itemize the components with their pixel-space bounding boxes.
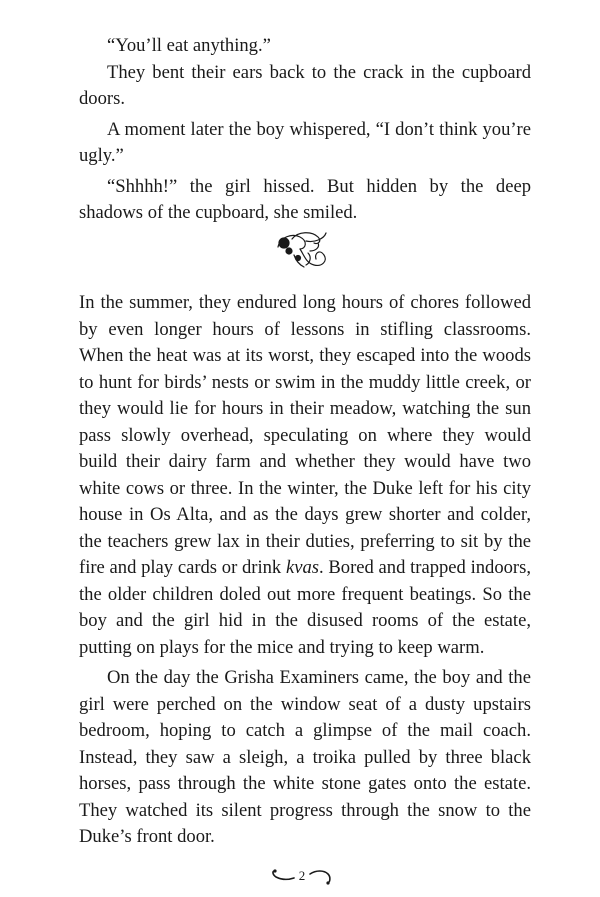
dialogue-section	[79, 33, 531, 227]
italic-word-kvas: kvas	[285, 557, 319, 578]
page-number: 2	[298, 868, 306, 883]
page-folio	[262, 866, 342, 886]
floral-flourish-icon	[270, 227, 332, 271]
dialogue-line-4: “Shhhh!” the girl hissed. But hidden by the deep shadows of the cupboard, she smiled.	[79, 175, 531, 223]
dialogue-line-3: A moment later the boy whispered, “I don’t think you’re ugly.”	[79, 118, 531, 166]
summer-paragraph-text-2: . Bored and trapped indoors, the older children doled out more frequent beatings. So the boy and the girl hid in the disused rooms of the estate, putting on plays for the mice and trying to keep warm.	[79, 557, 531, 658]
narrative-section	[79, 290, 531, 851]
summer-paragraph	[79, 290, 531, 661]
examiners-paragraph: On the day the Grisha Examiners came, the boy and the girl were perched on the window seat of a dusty upstairs bedroom, hoping to catch a glimpse of the mail coach. Instead, they saw a sleigh, a troika pulled by three black horses, pass through the white stone gates onto the estate. They watched its silent progress through the snow to the Duke’s front door.	[79, 667, 531, 847]
dialogue-line-1: “You’ll eat anything.”	[107, 35, 271, 56]
summer-paragraph-text-1: In the summer, they endured long hours of chores followed by even longer hours of lessons in stifling classrooms. When the heat was at its worst, they escaped into the woods to hunt for birds’ nests or swim in the muddy little creek, or they would lie for hours in their meadow, watching the sun pass slowly overhead, speculating on where they would build their dairy farm and whether they would have two white cows or three. In the winter, the Duke left for his city house in Os Alta, and as the days grew shorter and colder, the teachers grew lax in their duties, preferring to sit by the fire and play cards or drink	[79, 292, 531, 578]
dialogue-line-2: They bent their ears back to the crack in the cupboard doors.	[79, 61, 531, 109]
